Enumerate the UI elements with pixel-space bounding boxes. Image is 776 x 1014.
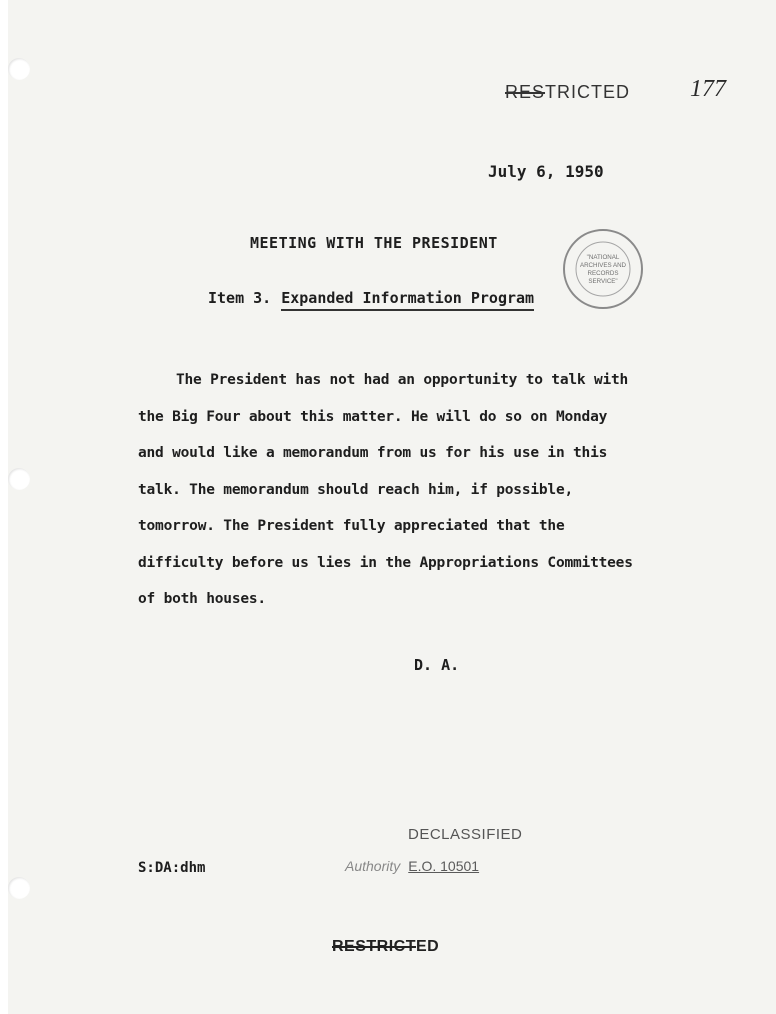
seal-line: ARCHIVES AND [579,262,627,269]
memo-body [138,362,633,618]
seal-line: RECORDS [587,270,619,277]
authority-word: Authority [345,858,401,874]
seal-line: "NATIONAL [586,254,620,261]
stamp-struck-part: RESTRICT [332,938,416,955]
document-date: July 6, 1950 [488,162,604,181]
item-line [208,289,534,307]
body-line: of both houses. [138,591,266,607]
archives-seal-icon [562,228,644,310]
restricted-stamp-bottom [332,938,439,956]
body-line: talk. The memorandum should reach him, if possible, [138,481,574,498]
punch-hole [8,468,30,490]
page-number: 177 [690,76,726,102]
body-line: The President has not had an opportunity to talk with [176,372,629,388]
body-line: difficulty before us lies in the Appropriations Committees [138,554,633,571]
body-line: and would like a memorandum from us for his use in this [138,445,608,461]
authority-stamp [345,858,479,874]
item-topic: Expanded Information Program [281,289,534,311]
item-label: Item 3. [208,289,272,307]
punch-hole [8,877,30,899]
body-line: tomorrow. The President fully appreciated that the [138,518,565,534]
restricted-stamp-top [505,82,630,103]
declassified-stamp: DECLASSIFIED [408,826,523,843]
body-line: the Big Four about this matter. He will do so on Monday [138,408,608,425]
document-heading: MEETING WITH THE PRESIDENT [250,234,498,252]
stamp-struck-part: RES [505,82,546,102]
signature-initials: D. A. [414,656,460,674]
seal-line: SERVICE" [588,278,618,285]
punch-hole [8,58,30,80]
reference-initials: S:DA:dhm [138,860,206,876]
authority-reference: E.O. 10501 [408,858,480,874]
stamp-rest-part: ED [416,938,440,955]
stamp-rest-part: TRICTED [545,82,631,102]
